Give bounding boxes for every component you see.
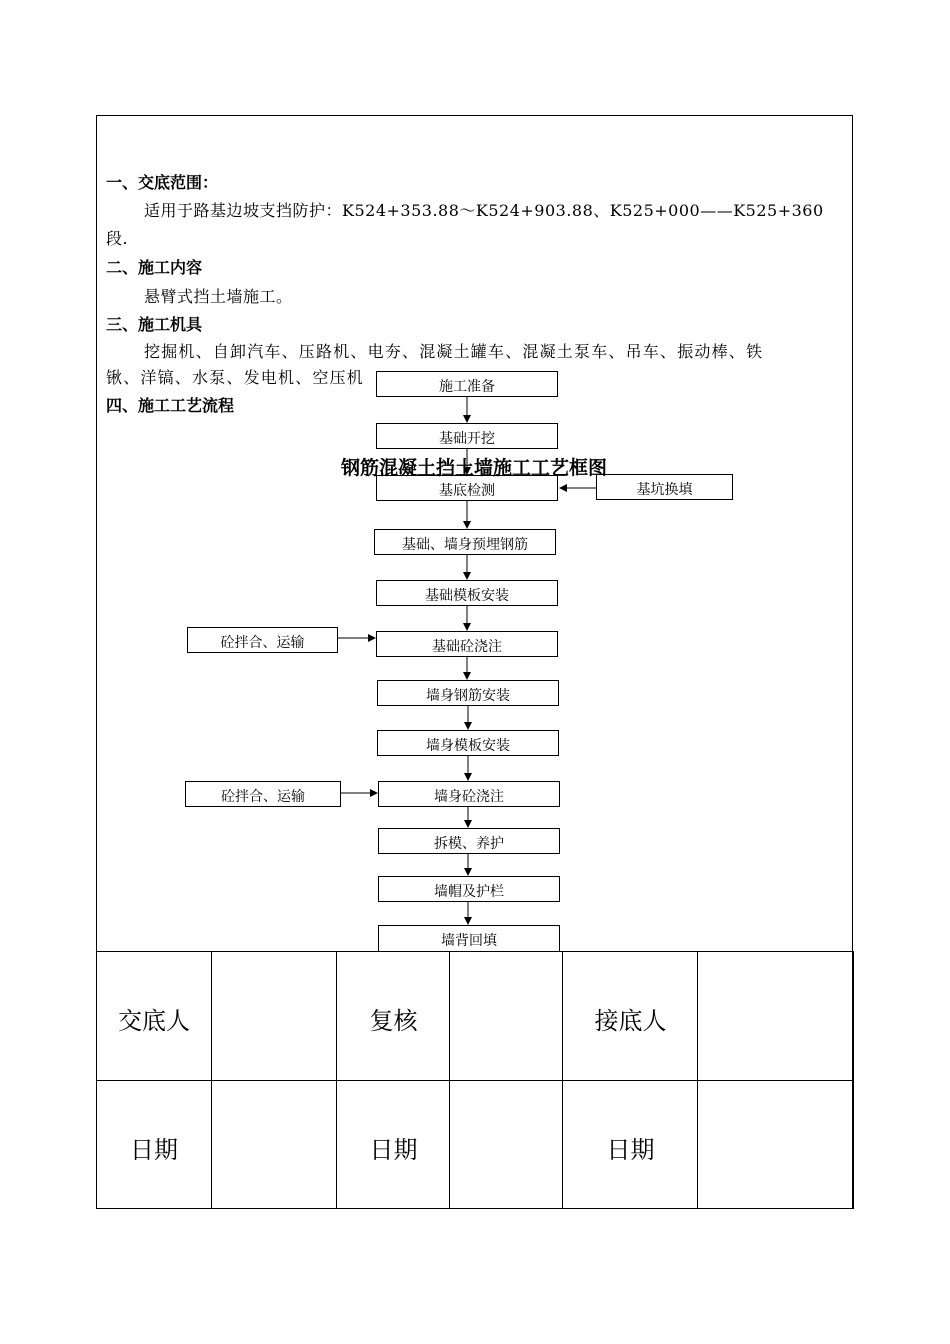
flow-step-wall-pour: 墙身砼浇注 [378, 781, 560, 807]
flow-step-base-pour: 基础砼浇注 [376, 631, 558, 657]
flow-step-prepare: 施工准备 [376, 371, 558, 397]
scope-text-line1: 适用于路基边坡支挡防护：K524+353.88～K524+903.88、K525+000——K525+360 [144, 201, 824, 220]
flow-step-wall-rebar: 墙身钢筋安装 [377, 680, 559, 706]
flow-step-wall-cap: 墙帽及护栏 [378, 876, 560, 902]
tools-text-line1: 挖掘机、自卸汽车、压路机、电夯、混凝土罐车、混凝土泵车、吊车、振动棒、铁 [144, 342, 764, 361]
cell-reviewer: 复核 [369, 1007, 418, 1035]
flow-step-embedded-rebar: 基础、墙身预埋钢筋 [374, 529, 556, 555]
scope-text-line2: 段. [106, 229, 129, 248]
flow-step-base-formwork: 基础模板安装 [376, 580, 558, 606]
tools-text-line2: 锹、洋镐、水泵、发电机、空压机 [106, 368, 365, 387]
flow-side-pit-refill: 基坑换填 [596, 474, 733, 500]
flow-step-excavation: 基础开挖 [376, 423, 558, 449]
flow-step-backfill: 墙背回填 [378, 925, 560, 952]
flow-step-demold-cure: 拆模、养护 [378, 828, 560, 854]
cell-date-3: 日期 [606, 1136, 655, 1164]
flow-step-base-inspection: 基底检测 [376, 475, 558, 501]
cell-date-1: 日期 [130, 1136, 178, 1164]
cell-date-2: 日期 [369, 1136, 418, 1164]
flow-side-concrete-mix-1: 砼拌合、运输 [187, 627, 338, 653]
flowchart-title: 钢筋混凝土挡土墙施工工艺框图 [341, 457, 608, 479]
flow-side-concrete-mix-2: 砼拌合、运输 [185, 781, 341, 807]
cell-receiver: 接底人 [594, 1007, 667, 1035]
signature-table-grid [96, 951, 854, 1210]
cell-handover-person: 交底人 [118, 1007, 190, 1035]
scope-heading: 一、交底范围： [106, 173, 219, 192]
tools-heading: 三、施工机具 [106, 315, 203, 334]
flow-step-wall-formwork: 墙身模板安装 [377, 730, 559, 756]
content-text: 悬臂式挡土墙施工。 [144, 287, 293, 306]
process-heading: 四、施工工艺流程 [106, 396, 235, 415]
content-heading: 二、施工内容 [106, 258, 203, 277]
